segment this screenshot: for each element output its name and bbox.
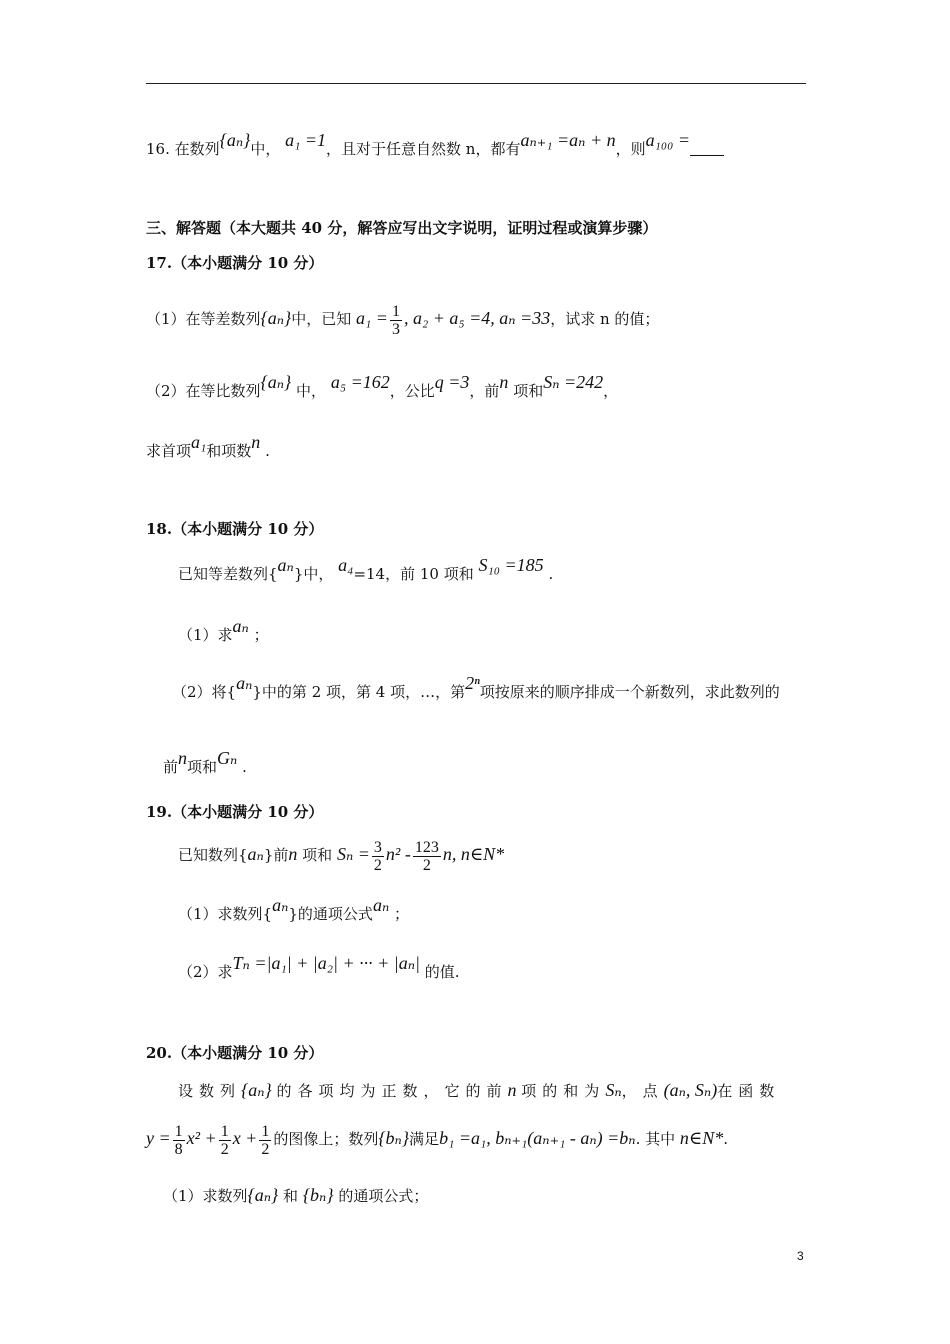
- q19-p1-an2: aₙ: [372, 895, 390, 915]
- q19-p1-end: ；: [394, 905, 410, 923]
- q18-l1-s10: S₁₀ =185: [478, 555, 544, 575]
- q17-p1-conditions: , a₂ + a₅ =4, aₙ =33: [403, 308, 551, 328]
- q16-answer-blank: [690, 141, 724, 156]
- fraction-denominator: 2: [422, 856, 431, 874]
- q17-title: 17.（本小题满分 10 分）: [146, 254, 324, 272]
- q17-p2-pre: （2）在等比数列: [146, 382, 261, 400]
- fraction-denominator: 3: [391, 320, 400, 338]
- q19-p2-end: 的值.: [424, 963, 460, 981]
- q20-p1-set-b: {bₙ}: [302, 1185, 334, 1205]
- q19-p2-pre: （2）求: [178, 963, 233, 981]
- q20-l1-mid: 的各项均为正数，它的前: [276, 1082, 508, 1100]
- q18-l1-end: .: [548, 565, 554, 583]
- q19-line1: [178, 836, 504, 874]
- q18-p3-mid: 项和: [187, 758, 218, 776]
- q17-p3-a1: a₁: [191, 432, 207, 452]
- q17-p2-n: n: [499, 372, 509, 392]
- q19-p1-pre: （1）求数列{: [178, 905, 273, 923]
- q17-p1-fraction: [390, 303, 402, 338]
- q20-p1-pre: （1）求数列: [163, 1187, 248, 1205]
- q20-p1-set-a: {aₙ}: [247, 1185, 279, 1205]
- q18-p1-end: ；: [253, 626, 269, 644]
- q20-l1-set: {aₙ}: [241, 1080, 272, 1100]
- q20-l1-mid3: ，点: [621, 1082, 664, 1100]
- q16-line: [146, 130, 724, 159]
- q19-l1-an: aₙ: [247, 844, 264, 864]
- q17-p2-q-label: ，公比: [389, 382, 435, 400]
- q19-l1-pre: 已知数列{: [178, 846, 248, 864]
- q18-p3-gn: Gₙ: [217, 748, 238, 768]
- q20-l1-sn: Sₙ: [605, 1080, 622, 1100]
- q18-p3-end: .: [242, 758, 247, 776]
- q18-part3: [163, 748, 247, 777]
- q17-p1-mid: 中，已知: [291, 310, 352, 328]
- q20-l1-mid2: 项的和为: [521, 1082, 606, 1100]
- fraction-denominator: 2: [373, 856, 382, 874]
- q20-fraction-2: [219, 1123, 231, 1158]
- q18-l1-a4: a₄: [338, 555, 354, 575]
- q17-part3: [146, 432, 270, 461]
- q19-fraction-1: [372, 839, 384, 874]
- q20-l2-end: .: [723, 1130, 729, 1148]
- q18-part2: [172, 673, 780, 702]
- q18-l1-an: aₙ: [277, 555, 294, 575]
- q19-l1-rest: n, n∈N*: [442, 844, 505, 864]
- q17-p3-end: .: [265, 442, 270, 460]
- q20-l2-qz: . 其中: [635, 1130, 676, 1148]
- q18-p2-pre: （2）将{: [172, 683, 237, 701]
- q16-mid: ，且对于任意自然数 n，都有: [326, 140, 521, 158]
- q16-recurrence: aₙ₊₁ =aₙ + n: [520, 130, 616, 150]
- fraction-denominator: 8: [174, 1140, 183, 1158]
- q18-l1-mid: }中，: [293, 565, 334, 583]
- q19-p1-mid: }的通项公式: [288, 905, 373, 923]
- q18-p1-an: aₙ: [232, 616, 249, 636]
- q20-l2-set: {bₙ}: [378, 1128, 410, 1148]
- q20-l2-eq: b₁ =a₁, bₙ₊₁(aₙ₊₁ - aₙ) =bₙ: [439, 1128, 636, 1148]
- q17-p1-a1: a₁ =: [356, 308, 388, 328]
- q18-part1: [178, 616, 269, 645]
- q17-p1-end: ，试求 n 的值；: [550, 310, 660, 328]
- q19-p1-an: aₙ: [272, 895, 289, 915]
- q16-set: {aₙ}: [219, 130, 251, 150]
- fraction-numerator: 1: [174, 1122, 183, 1140]
- q19-l1-sn: Sₙ =: [336, 844, 370, 864]
- q20-l2-x: x +: [232, 1128, 258, 1148]
- q17-p3-pre: 求首项: [146, 442, 192, 460]
- q20-p1-end: 的通项公式；: [338, 1187, 429, 1205]
- q18-l1-a4v: =14，前 10 项和: [353, 565, 474, 583]
- q19-l1-mid: }前: [263, 846, 289, 864]
- q17-part1: [146, 300, 659, 338]
- q19-p2-tn: Tₙ =|a₁| + |a₂| + ··· + |aₙ|: [232, 953, 420, 973]
- q19-l1-n: n: [288, 844, 298, 864]
- q18-p2-2n: 2ⁿ: [465, 673, 480, 693]
- q19-part1: [178, 895, 410, 924]
- q19-l1-sum: 项和: [302, 846, 333, 864]
- fraction-denominator: 2: [261, 1140, 270, 1158]
- q20-fraction-3: [259, 1123, 271, 1158]
- q18-p2-end: 项按原来的顺序排成一个新数列，求此数列的: [479, 683, 780, 701]
- q20-l2-mid2: 满足: [409, 1130, 440, 1148]
- q20-l2-nN: n∈N*: [679, 1128, 724, 1148]
- q17-p2-q: q =3: [434, 372, 470, 392]
- q19-l1-n2: n² -: [385, 844, 411, 864]
- q16-a100: a₁₀₀ =: [645, 130, 691, 150]
- q19-fraction-2: [413, 839, 441, 874]
- q17-part2: [146, 372, 619, 401]
- q18-p1-pre: （1）求: [178, 626, 233, 644]
- header-rule: [146, 83, 806, 84]
- q20-l2-x2: x² +: [186, 1128, 217, 1148]
- q20-line1: [178, 1080, 780, 1101]
- section-heading: 三、解答题（本大题共 40 分，解答应写出文字说明，证明过程或演算步骤）: [146, 219, 658, 237]
- fraction-denominator: 2: [220, 1140, 229, 1158]
- fraction-numerator: 3: [373, 838, 382, 856]
- q16-zhong: 中，: [250, 140, 281, 158]
- q16-prefix: 16. 在数列: [146, 140, 220, 158]
- q20-title: 20.（本小题满分 10 分）: [146, 1044, 324, 1062]
- q18-p2-mid: }中的第 2 项，第 4 项，…，第: [252, 683, 466, 701]
- q17-p3-n: n: [251, 432, 261, 452]
- q17-p2-front: ，前: [469, 382, 500, 400]
- fraction-numerator: 123: [414, 838, 439, 856]
- q17-p2-sum-label: 项和: [513, 382, 544, 400]
- q17-p2-sn: Sₙ =242: [543, 372, 604, 392]
- q20-line2: [146, 1120, 728, 1158]
- q20-l2-mid: 的图像上；数列: [273, 1130, 379, 1148]
- q18-p3-n: n: [178, 748, 188, 768]
- q16-a1: a₁ =1: [285, 130, 327, 150]
- q20-l1-n: n: [507, 1080, 517, 1100]
- q18-title: 18.（本小题满分 10 分）: [146, 520, 324, 538]
- q18-line1: [178, 555, 554, 584]
- q20-part1: [163, 1185, 428, 1206]
- q17-p1-set: {aₙ}: [260, 308, 292, 328]
- q17-p2-a5: a₅ =162: [330, 372, 390, 392]
- q20-l1-end: 在函数: [717, 1082, 781, 1100]
- q20-p1-he: 和: [283, 1187, 299, 1205]
- q18-p3-pre: 前: [163, 758, 179, 776]
- q17-p2-set: {aₙ}: [260, 372, 292, 392]
- page-number: 3: [797, 1249, 804, 1263]
- q17-p1-pre: （1）在等差数列: [146, 310, 261, 328]
- q17-p2-comma: ，: [603, 382, 619, 400]
- q16-ze: ，则: [615, 140, 646, 158]
- fraction-numerator: 1: [261, 1122, 270, 1140]
- q18-p2-an: aₙ: [236, 673, 253, 693]
- q20-fraction-1: [173, 1123, 185, 1158]
- q18-l1-pre: 已知等差数列{: [178, 565, 278, 583]
- q19-title: 19.（本小题满分 10 分）: [146, 803, 324, 821]
- q19-part2: [178, 953, 460, 982]
- q17-p3-mid: 和项数: [206, 442, 252, 460]
- q17-p2-mid: 中，: [296, 382, 327, 400]
- fraction-numerator: 1: [391, 302, 400, 320]
- q20-l1-point: (aₙ, Sₙ): [663, 1080, 718, 1100]
- q20-l2-y: y =: [146, 1128, 171, 1148]
- q20-l1-pre: 设数列: [178, 1082, 242, 1100]
- fraction-numerator: 1: [220, 1122, 229, 1140]
